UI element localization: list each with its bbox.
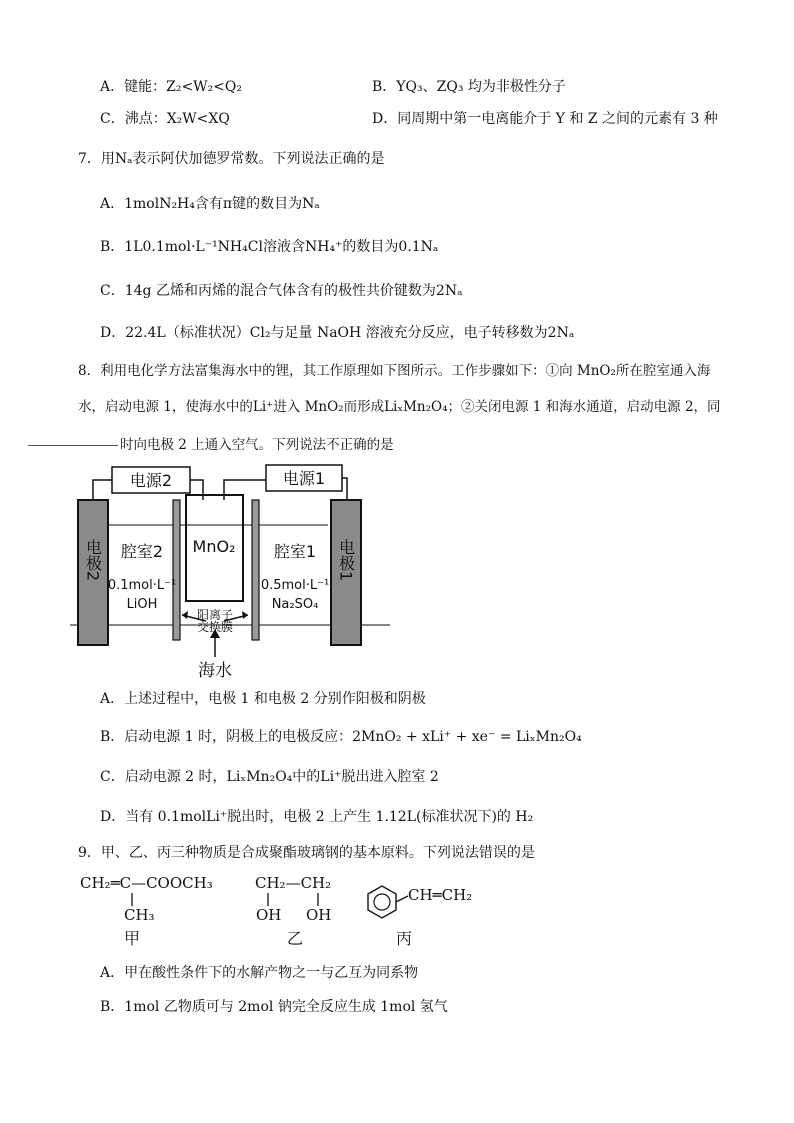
bing-bond: [396, 896, 408, 902]
q7-option-b: B．1L0.1mol·L⁻¹NH₄Cl溶液含NH₄⁺的数目为0.1Nₐ: [100, 239, 439, 255]
q6-option-a: A．键能：Z₂<W₂<Q₂: [100, 79, 243, 95]
q9-option-a: A．甲在酸性条件下的水解产物之一与乙互为同系物: [100, 965, 419, 981]
wire-power1-left: [224, 480, 266, 500]
jia-formula: CH₂═C—COOCH₃: [80, 874, 213, 892]
q7-option-c: C．14g 乙烯和丙烯的混合气体含有的极性共价键数为2Nₐ: [100, 283, 463, 299]
chamber1-label: 腔室1: [273, 542, 317, 561]
arrowhead-right: [242, 611, 248, 619]
left-membrane: [173, 500, 180, 640]
q6-option-b: B．YQ₃、ZQ₃ 均为非极性分子: [372, 79, 566, 95]
yi-oh-1: OH: [256, 906, 282, 924]
right-membrane: [252, 500, 259, 640]
bing-label: 丙: [396, 929, 413, 948]
q8-stem-line3: 时向电极 2 上通入空气。下列说法不正确的是: [120, 437, 394, 453]
power2-label: 电源2: [129, 471, 173, 490]
membrane-label-line1: 阳离子: [196, 608, 234, 622]
bing-formula: CH═CH₂: [408, 886, 473, 904]
electrode2-label: 电极2: [83, 538, 103, 582]
yi-oh-2: OH: [306, 906, 332, 924]
structural-formulas: [70, 866, 490, 956]
chamber1-concentration: 0.5mol·L⁻¹: [260, 578, 330, 593]
q6-option-c: C．沸点：X₂W<XQ: [100, 111, 230, 127]
q6-option-d: D．同周期中第一电离能介于 Y 和 Z 之间的元素有 3 种: [372, 111, 718, 127]
benzene-circle: [374, 894, 390, 910]
scan-divider-line: [28, 445, 118, 446]
jia-label: 甲: [124, 929, 141, 948]
q8-option-c: C．启动电源 2 时，LiₓMn₂O₄中的Li⁺脱出进入腔室 2: [100, 769, 439, 785]
electrochemical-cell-diagram: [70, 455, 390, 695]
chamber2-concentration: 0.1mol·L⁻¹: [107, 578, 177, 593]
q8-stem-line2: 水，启动电源 1，使海水中的Li⁺进入 MnO₂而形成LiₓMn₂O₄；②关闭电源 1 和海水通道，启动电源 2，同: [78, 399, 721, 415]
q8-stem-line1: 8．利用电化学方法富集海水中的锂，其工作原理如下图所示。工作步骤如下：①向 MnO₂所在腔室通入海: [78, 363, 711, 379]
wire-power2-right: [190, 480, 203, 500]
wire-power2-left: [93, 480, 112, 500]
arrowhead-left: [182, 611, 188, 619]
power1-label: 电源1: [282, 469, 326, 488]
q9-stem: 9．甲、乙、丙三种物质是合成聚酯玻璃钢的基本原料。下列说法错误的是: [78, 845, 535, 861]
mno2-label: MnO₂: [192, 537, 236, 556]
yi-formula: CH₂—CH₂: [255, 874, 332, 892]
q9-option-b: B．1mol 乙物质可与 2mol 钠完全反应生成 1mol 氢气: [100, 999, 448, 1015]
q7-option-a: A．1molN₂H₄含有π键的数目为Nₐ: [100, 196, 320, 212]
chamber2-solute: LiOH: [126, 597, 158, 612]
seawater-label: 海水: [198, 661, 232, 681]
q8-option-a: A．上述过程中，电极 1 和电极 2 分别作阳极和阴极: [100, 691, 426, 707]
q8-option-d: D．当有 0.1molLi⁺脱出时，电极 2 上产生 1.12L(标准状况下)的 H₂: [100, 809, 534, 825]
electrode1-label: 电极1: [336, 538, 356, 582]
chamber1-solute: Na₂SO₄: [271, 597, 319, 612]
q7-stem: 7．用Nₐ表示阿伏加德罗常数。下列说法正确的是: [78, 151, 385, 167]
membrane-label-line2: 交换膜: [196, 620, 234, 634]
yi-label: 乙: [287, 929, 304, 948]
chamber2-label: 腔室2: [120, 542, 164, 561]
q8-option-b: B．启动电源 1 时，阴极上的电极反应：2MnO₂ + xLi⁺ + xe⁻ = LiₓMn₂O₄: [100, 729, 582, 745]
benzene-ring: [368, 886, 396, 918]
jia-branch: CH₃: [124, 906, 155, 924]
q7-option-d: D．22.4L（标准状况）Cl₂与足量 NaOH 溶液充分反应，电子转移数为2Nₐ: [100, 325, 575, 341]
